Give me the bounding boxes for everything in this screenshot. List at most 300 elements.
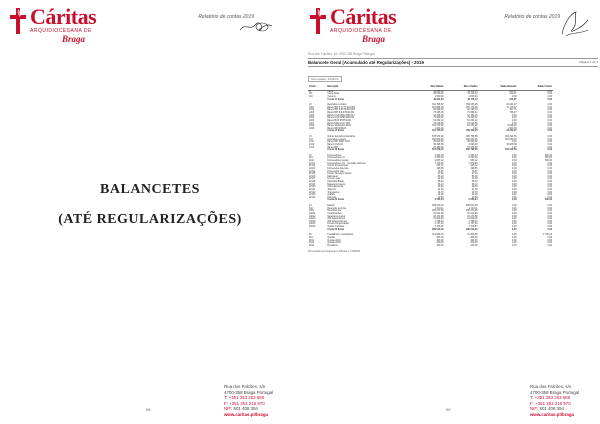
description-cell: Fornecedores gerais: [327, 160, 349, 162]
amount-cell: 0,00: [547, 125, 552, 128]
amount-cell: 0,00: [547, 138, 552, 141]
footer-line: Rua dos Falcões, s/n: [224, 384, 266, 389]
amount-cell: 0,00: [547, 90, 552, 93]
amount-cell: 0,00: [547, 218, 552, 221]
report-label: Relatório de contas 2019: [198, 14, 254, 20]
amount-cell: 0,00: [547, 215, 552, 218]
account-code-cell: 22121: [309, 188, 316, 191]
footer-line: Rua dos Falcões, s/n: [530, 384, 572, 389]
amount-cell: 0,00: [547, 207, 552, 210]
amount-cell: 1 798,40: [468, 220, 478, 223]
account-code-cell: 1203: [309, 112, 315, 114]
amount-cell: 36 498,58: [433, 143, 444, 146]
amount-cell: 2 563,04: [434, 199, 444, 202]
table-body: [308, 90, 553, 247]
amount-cell: 67,40: [471, 173, 478, 176]
amount-cell: 76,97: [471, 170, 478, 173]
description-cell: Banco NB 000023: [327, 127, 347, 130]
amount-cell: 910,07: [509, 93, 517, 96]
amount-cell: 23 174,80: [433, 215, 444, 218]
account-code-cell: 24213: [309, 218, 316, 221]
amount-cell: 0,00: [512, 205, 517, 207]
amount-cell: 1 798,40: [434, 220, 444, 223]
description-cell: Banco CGD 00: [327, 143, 343, 146]
amount-cell: 67 480,62: [433, 146, 444, 149]
balancete-document: [308, 52, 598, 253]
amount-cell: 0,00: [512, 234, 517, 237]
footer-phone: T: +351 253 203 650: [224, 395, 265, 401]
amount-cell: 0,00: [547, 130, 552, 133]
amount-cell: 910,07: [509, 90, 517, 93]
amount-cell: 81 018,55: [467, 122, 478, 125]
amount-cell: 47 116,13: [467, 93, 478, 96]
amount-cell: 0,00: [512, 186, 517, 189]
account-code-cell: 24214: [309, 220, 316, 223]
amount-cell: 1 083,12: [434, 160, 444, 162]
amount-cell: 0,00: [547, 95, 552, 98]
description-cell: Contribuições: [327, 212, 342, 215]
amount-cell: 3 290,00: [468, 143, 478, 146]
right-page: [300, 0, 600, 424]
amount-cell: 7 378,97: [468, 226, 478, 228]
amount-cell: 0,00: [547, 178, 552, 181]
column-header: Saldo Devedor: [479, 85, 518, 90]
amount-cell: 0,00: [547, 173, 552, 176]
description-cell: Eletrogest: [327, 175, 338, 178]
footer-fax: F: +351 253 215 970: [530, 400, 571, 406]
amount-cell: 91 906,96: [467, 234, 478, 237]
description-cell: Transportes: [327, 191, 340, 194]
description-cell: Fornecedor Lda: [327, 170, 344, 173]
amount-cell: 29,40: [471, 186, 478, 189]
amount-cell: 21,00: [471, 188, 478, 191]
account-code-cell: 118: [309, 95, 313, 98]
amount-cell: 0,00: [547, 167, 552, 170]
amount-cell: 0,00: [547, 109, 552, 112]
amount-cell: 0,00: [547, 205, 552, 207]
amount-cell: 0,00: [512, 244, 517, 247]
account-code-cell: 22111: [309, 162, 316, 165]
amount-cell: 0,00: [547, 188, 552, 191]
amount-cell: 54 332,12: [467, 119, 478, 122]
caritas-logo: [8, 6, 128, 46]
amount-cell: 21,00: [437, 188, 444, 191]
account-code-cell: 24215: [309, 223, 316, 226]
amount-cell: 2 747,20: [468, 223, 478, 226]
amount-cell: 395 768,65: [466, 136, 478, 138]
description-cell: Banco Santander 0001: [327, 125, 351, 128]
amount-cell: 0,00: [547, 104, 552, 107]
logo-city: Braga: [62, 34, 86, 44]
amount-cell: 300 000,00: [466, 138, 478, 141]
amount-cell: 0,00: [512, 223, 517, 226]
amount-cell: 22 612,96: [467, 212, 478, 215]
description-cell: Banco BPI 0-7777-010.001: [327, 106, 356, 109]
amount-cell: 0,00: [512, 196, 517, 199]
amount-cell: 1 003,00: [507, 127, 517, 130]
account-code-cell: 22113: [309, 167, 316, 170]
amount-cell: 0,00: [512, 188, 517, 191]
account-code-cell: 22123: [309, 194, 316, 197]
amount-cell: 0,00: [512, 199, 517, 202]
amount-cell: 0,00: [547, 196, 552, 199]
account-code-cell: 26: [309, 234, 312, 237]
description-cell: Outros fornecedores: [327, 165, 349, 168]
amount-cell: 21 600,00: [467, 218, 478, 221]
footer-website-link[interactable]: www.caritas.pt/braga: [224, 411, 269, 417]
amount-cell: 38,40: [437, 181, 444, 183]
amount-cell: 21 600,00: [433, 218, 444, 221]
amount-cell: 0,00: [512, 119, 517, 122]
description-cell: Fornecedores c/c: [327, 157, 346, 160]
logo-city: Braga: [362, 34, 386, 44]
amount-cell: 14,90: [471, 194, 478, 197]
account-code-cell: 22120: [309, 186, 316, 189]
description-cell: Caixa G.: [327, 95, 337, 98]
description-cell: Conta 24 Soma: [327, 228, 344, 231]
footer-line: 4700-358 Braga Portugal: [530, 389, 580, 395]
amount-cell: 0,00: [547, 242, 552, 245]
description-cell: Conta 12 Soma: [327, 130, 344, 133]
footer-line: 4700-358 Braga Portugal: [224, 389, 274, 395]
amount-cell: 48 026,20: [433, 93, 444, 96]
amount-cell: 200,00: [436, 242, 444, 245]
amount-cell: 289 513,20: [432, 228, 444, 231]
logo-brand: Cáritas: [30, 4, 97, 29]
amount-cell: 0,00: [547, 98, 552, 101]
account-code-cell: 22118: [309, 181, 316, 183]
amount-cell: 48 116,13: [467, 90, 478, 93]
amount-cell: 198,55: [436, 167, 444, 170]
amount-cell: 67,40: [437, 173, 444, 176]
amount-cell: 400,00: [470, 239, 478, 242]
description-cell: Diversos: [327, 196, 337, 199]
footer-nif: 501 408 394: [539, 406, 564, 412]
amount-cell: 397,71: [509, 109, 517, 112]
footer-nif: 501 408 394: [233, 406, 258, 412]
amount-cell: 7 378,97: [434, 226, 444, 228]
description-cell: Depósitos à ordem: [327, 104, 347, 107]
amount-cell: 0,00: [547, 191, 552, 194]
amount-cell: 0,00: [547, 114, 552, 117]
amount-cell: 49 026,20: [433, 90, 444, 93]
description-cell: Fornec. Gás: [327, 178, 340, 181]
amount-cell: 811 705,52: [432, 130, 444, 133]
report-label: Relatório de contas 2019: [504, 14, 560, 20]
amount-cell: 119 652,40: [432, 234, 444, 237]
description-cell: Banco BPI: [327, 146, 339, 149]
amount-cell: 22 242,27: [506, 130, 517, 133]
description-cell: Banco BPI 0-9-079-00.001: [327, 112, 355, 114]
account-code-cell: 22: [309, 154, 312, 157]
amount-cell: 0,00: [512, 236, 517, 239]
account-code-cell: 1206: [309, 119, 315, 122]
amount-cell: 0,00: [547, 112, 552, 114]
account-code-cell: 1209: [309, 127, 315, 130]
amount-cell: 94 251,30: [467, 125, 478, 128]
amount-cell: 0,00: [512, 210, 517, 213]
amount-cell: 289 513,20: [432, 205, 444, 207]
amount-cell: 0,00: [512, 228, 517, 231]
amount-cell: 1 000,00: [434, 95, 444, 98]
amount-cell: 289 513,20: [466, 205, 478, 207]
amount-cell: 315 955,06: [432, 106, 444, 109]
doc-header: [308, 58, 598, 67]
description-cell: Banco CGD 0890.000.044: [327, 117, 355, 120]
amount-cell: 73 105,08: [433, 112, 444, 114]
amount-cell: 789 463,25: [466, 104, 478, 107]
amount-cell: 36,10: [471, 183, 478, 186]
account-code-cell: 22117: [309, 178, 316, 181]
logo-subtitle: ARQUIDIOCESANA DE: [330, 28, 392, 34]
amount-cell: 0,00: [512, 191, 517, 194]
page-title-subtitle: (ATÉ REGULARIZAÇÕES): [58, 212, 242, 227]
amount-cell: 48 116,13: [467, 98, 478, 101]
amount-cell: 288 270,09: [466, 210, 478, 213]
footer-website-link[interactable]: www.caritas.pt/braga: [530, 411, 575, 417]
amount-cell: 100,00: [436, 244, 444, 247]
description-cell: Estado: [327, 205, 335, 207]
account-code-cell: 24212: [309, 215, 316, 218]
amount-cell: 304 778,39: [466, 106, 478, 109]
account-code-cell: 13: [309, 136, 312, 138]
description-cell: Informática Lda: [327, 186, 344, 189]
amount-cell: 0,00: [547, 220, 552, 223]
amount-cell: 0,00: [547, 162, 552, 165]
description-cell: Fornec Serviços Gerais: [327, 173, 352, 176]
amount-cell: 0,00: [512, 212, 517, 215]
account-code-cell: 22122: [309, 191, 316, 194]
amount-cell: 12 346,15: [467, 114, 478, 117]
amount-cell: 0,00: [547, 194, 552, 197]
description-cell: Caixa Sede: [327, 93, 340, 96]
amount-cell: 0,00: [512, 162, 517, 165]
account-code-cell: 22114: [309, 170, 316, 173]
description-cell: Banco BCP 4578.9.001: [327, 119, 352, 122]
amount-cell: 0,00: [512, 95, 517, 98]
amount-cell: 0,00: [547, 141, 552, 144]
amount-cell: 600,00: [470, 236, 478, 239]
amount-cell: 81 018,55: [433, 122, 444, 125]
amount-cell: 1,97: [512, 146, 517, 149]
account-code-cell: 1208: [309, 125, 315, 128]
amount-cell: 56,20: [471, 175, 478, 178]
amount-cell: 33 208,58: [506, 143, 517, 146]
footer-nif-label: NIF:: [224, 406, 233, 412]
description-cell: Outros impostos: [327, 226, 345, 228]
amount-cell: 54 332,12: [433, 119, 444, 122]
amount-cell: 12,50: [437, 196, 444, 199]
amount-cell: 0,00: [512, 183, 517, 186]
amount-cell: 811 705,52: [432, 104, 444, 107]
description-cell: IRS dependentes: [327, 218, 346, 221]
amount-cell: 0,00: [512, 178, 517, 181]
description-cell: Fundo compensação: [327, 223, 349, 226]
amount-cell: 500,00: [544, 154, 552, 157]
footer-phone: T: +351 253 203 650: [530, 395, 571, 401]
amount-cell: 0,00: [547, 136, 552, 138]
amount-cell: 42,18: [437, 178, 444, 181]
description-cell: Fornecedores: [327, 154, 342, 157]
cross-flame-icon: [308, 8, 328, 34]
account-code-cell: 2211: [309, 160, 314, 162]
account-code-cell: 1201: [309, 106, 315, 109]
amount-cell: 0,00: [547, 239, 552, 242]
footer-nif-label: NIF:: [530, 406, 539, 412]
amount-cell: 38,40: [471, 181, 478, 183]
amount-cell: 0,00: [512, 207, 517, 210]
column-header: Mov. Débito: [412, 85, 444, 90]
amount-cell: 0,00: [547, 244, 552, 247]
amount-cell: 0,00: [512, 173, 517, 176]
account-code-cell: 2612: [309, 242, 315, 245]
amount-cell: 1 479,92: [434, 162, 444, 165]
account-code-cell: 11: [309, 90, 312, 93]
amount-cell: 583,12: [470, 160, 478, 162]
footer-fax: F: +351 253 215 970: [224, 400, 265, 406]
amount-cell: 0,00: [512, 154, 517, 157]
amount-cell: 0,00: [547, 175, 552, 178]
account-code-cell: 242: [309, 207, 313, 210]
amount-cell: 500,00: [544, 157, 552, 160]
amount-cell: 0,00: [547, 165, 552, 168]
description-cell: Papelaria Braga: [327, 181, 344, 183]
amount-cell: 0,00: [512, 117, 517, 120]
amount-cell: 0,00: [547, 170, 552, 173]
amount-cell: 289 513,20: [466, 228, 478, 231]
amount-cell: 0,00: [512, 194, 517, 197]
amount-cell: 0,00: [547, 119, 552, 122]
amount-cell: 0,00: [512, 242, 517, 245]
account-code-cell: 1313: [309, 146, 315, 149]
amount-cell: 0,00: [512, 122, 517, 125]
description-cell: Quotas: [327, 236, 335, 239]
amount-cell: 0,00: [547, 210, 552, 213]
amount-cell: 0,00: [512, 160, 517, 162]
amount-cell: 0,00: [547, 228, 552, 231]
amount-cell: 1 243,11: [434, 207, 444, 210]
amount-cell: 0,00: [512, 157, 517, 160]
description-cell: Banco CGD 0502.005.00.1: [327, 114, 355, 117]
amount-cell: 0,00: [512, 239, 517, 242]
description-cell: Fornecedores c/c - mercado nacional: [327, 162, 366, 165]
amount-cell: 500,00: [544, 160, 552, 162]
amount-cell: 910,07: [509, 98, 517, 101]
amount-cell: 0,00: [547, 117, 552, 120]
amount-cell: 92 566,04: [433, 109, 444, 112]
amount-cell: 12,50: [471, 196, 478, 199]
amount-cell: 2 745,14: [543, 234, 552, 237]
amount-cell: 0,00: [512, 170, 517, 173]
footer-contacts-right: [530, 384, 579, 418]
amount-cell: 2 063,04: [468, 199, 478, 202]
account-code-cell: 261: [309, 236, 313, 239]
amount-cell: 0,00: [473, 127, 478, 130]
description-cell: Rendimentos: [327, 210, 341, 213]
amount-cell: 198,55: [470, 167, 478, 170]
table-row: [308, 245, 553, 248]
account-code-cell: 1312: [309, 143, 315, 146]
amount-cell: 245,12: [470, 165, 478, 168]
amount-cell: 0,00: [547, 143, 552, 146]
description-cell: Banco BPI 0-8378-015.001: [327, 109, 356, 112]
amount-cell: 395 768,65: [466, 149, 478, 152]
signature: [238, 18, 274, 34]
amount-cell: 18,70: [471, 191, 478, 194]
amount-cell: 0,00: [512, 215, 517, 218]
amount-cell: 1 000,00: [468, 95, 478, 98]
amount-cell: 0,00: [547, 212, 552, 215]
column-header: Mov. Crédito: [445, 85, 479, 90]
amount-cell: 0,00: [547, 226, 552, 228]
doc-address: Rua dos Falcões, s/n 4700-358 Braga Portugal: [308, 52, 375, 56]
account-code-cell: 1204: [309, 114, 315, 117]
amount-cell: 183 210,55: [505, 149, 517, 152]
description-cell: Quotas 2019: [327, 239, 341, 242]
amount-cell: 1 003,00: [434, 127, 444, 130]
account-code-cell: 2421: [309, 210, 315, 213]
cross-flame-icon: [8, 8, 28, 34]
description-cell: Gráfica: [327, 194, 335, 197]
page-number: 98: [146, 407, 151, 412]
account-code-cell: 111: [309, 93, 313, 96]
amount-cell: 42,18: [471, 178, 478, 181]
amount-cell: 0,00: [547, 236, 552, 239]
amount-cell: 0,00: [512, 165, 517, 168]
account-code-cell: 24216: [309, 226, 316, 228]
amount-cell: 0,00: [512, 175, 517, 178]
description-cell: Caixa: [327, 90, 334, 93]
amount-cell: 150 000,00: [505, 138, 517, 141]
amount-cell: 12 346,15: [433, 114, 444, 117]
amount-cell: 2 063,04: [468, 157, 478, 160]
doc-page-info: Página 1 de 3: [579, 60, 598, 64]
account-code-cell: 24211: [309, 212, 316, 215]
account-code-cell: 1205: [309, 117, 315, 120]
page-number: 99: [446, 407, 451, 412]
amount-cell: 0,00: [512, 226, 517, 228]
amount-cell: 79 200,00: [433, 117, 444, 120]
amount-cell: 2 063,04: [468, 154, 478, 157]
amount-cell: 36,10: [437, 183, 444, 186]
description-cell: Donativos: [327, 244, 338, 247]
balance-table: [308, 85, 553, 247]
account-code-cell: 22115: [309, 173, 316, 176]
amount-cell: 0,00: [547, 93, 552, 96]
description-cell: Banco BPI 0000-7001: [327, 141, 350, 144]
amount-cell: 400,00: [436, 239, 444, 242]
description-cell: Quotas 2018: [327, 242, 341, 245]
amount-cell: 0,00: [547, 183, 552, 186]
description-cell: Telecom: [327, 188, 336, 191]
amount-cell: 0,00: [547, 181, 552, 183]
amount-cell: 0,00: [512, 181, 517, 183]
page-title-balancetes: BALANCETES: [100, 182, 200, 197]
amount-cell: 0,00: [512, 141, 517, 144]
description-cell: Conta 11 Soma: [327, 98, 344, 101]
amount-cell: 0,00: [547, 127, 552, 130]
amount-cell: 8 928,22: [507, 125, 517, 128]
amount-cell: 25 000,00: [467, 141, 478, 144]
logo-brand: Cáritas: [330, 4, 397, 29]
amount-cell: 49 026,20: [433, 98, 444, 101]
account-code-cell: 1207: [309, 122, 315, 125]
amount-cell: 76,97: [437, 170, 444, 173]
column-header: Descrição: [326, 85, 412, 90]
description-cell: Outros depósitos bancários: [327, 136, 356, 138]
amount-cell: 14,90: [437, 194, 444, 197]
amount-cell: 600,00: [436, 236, 444, 239]
